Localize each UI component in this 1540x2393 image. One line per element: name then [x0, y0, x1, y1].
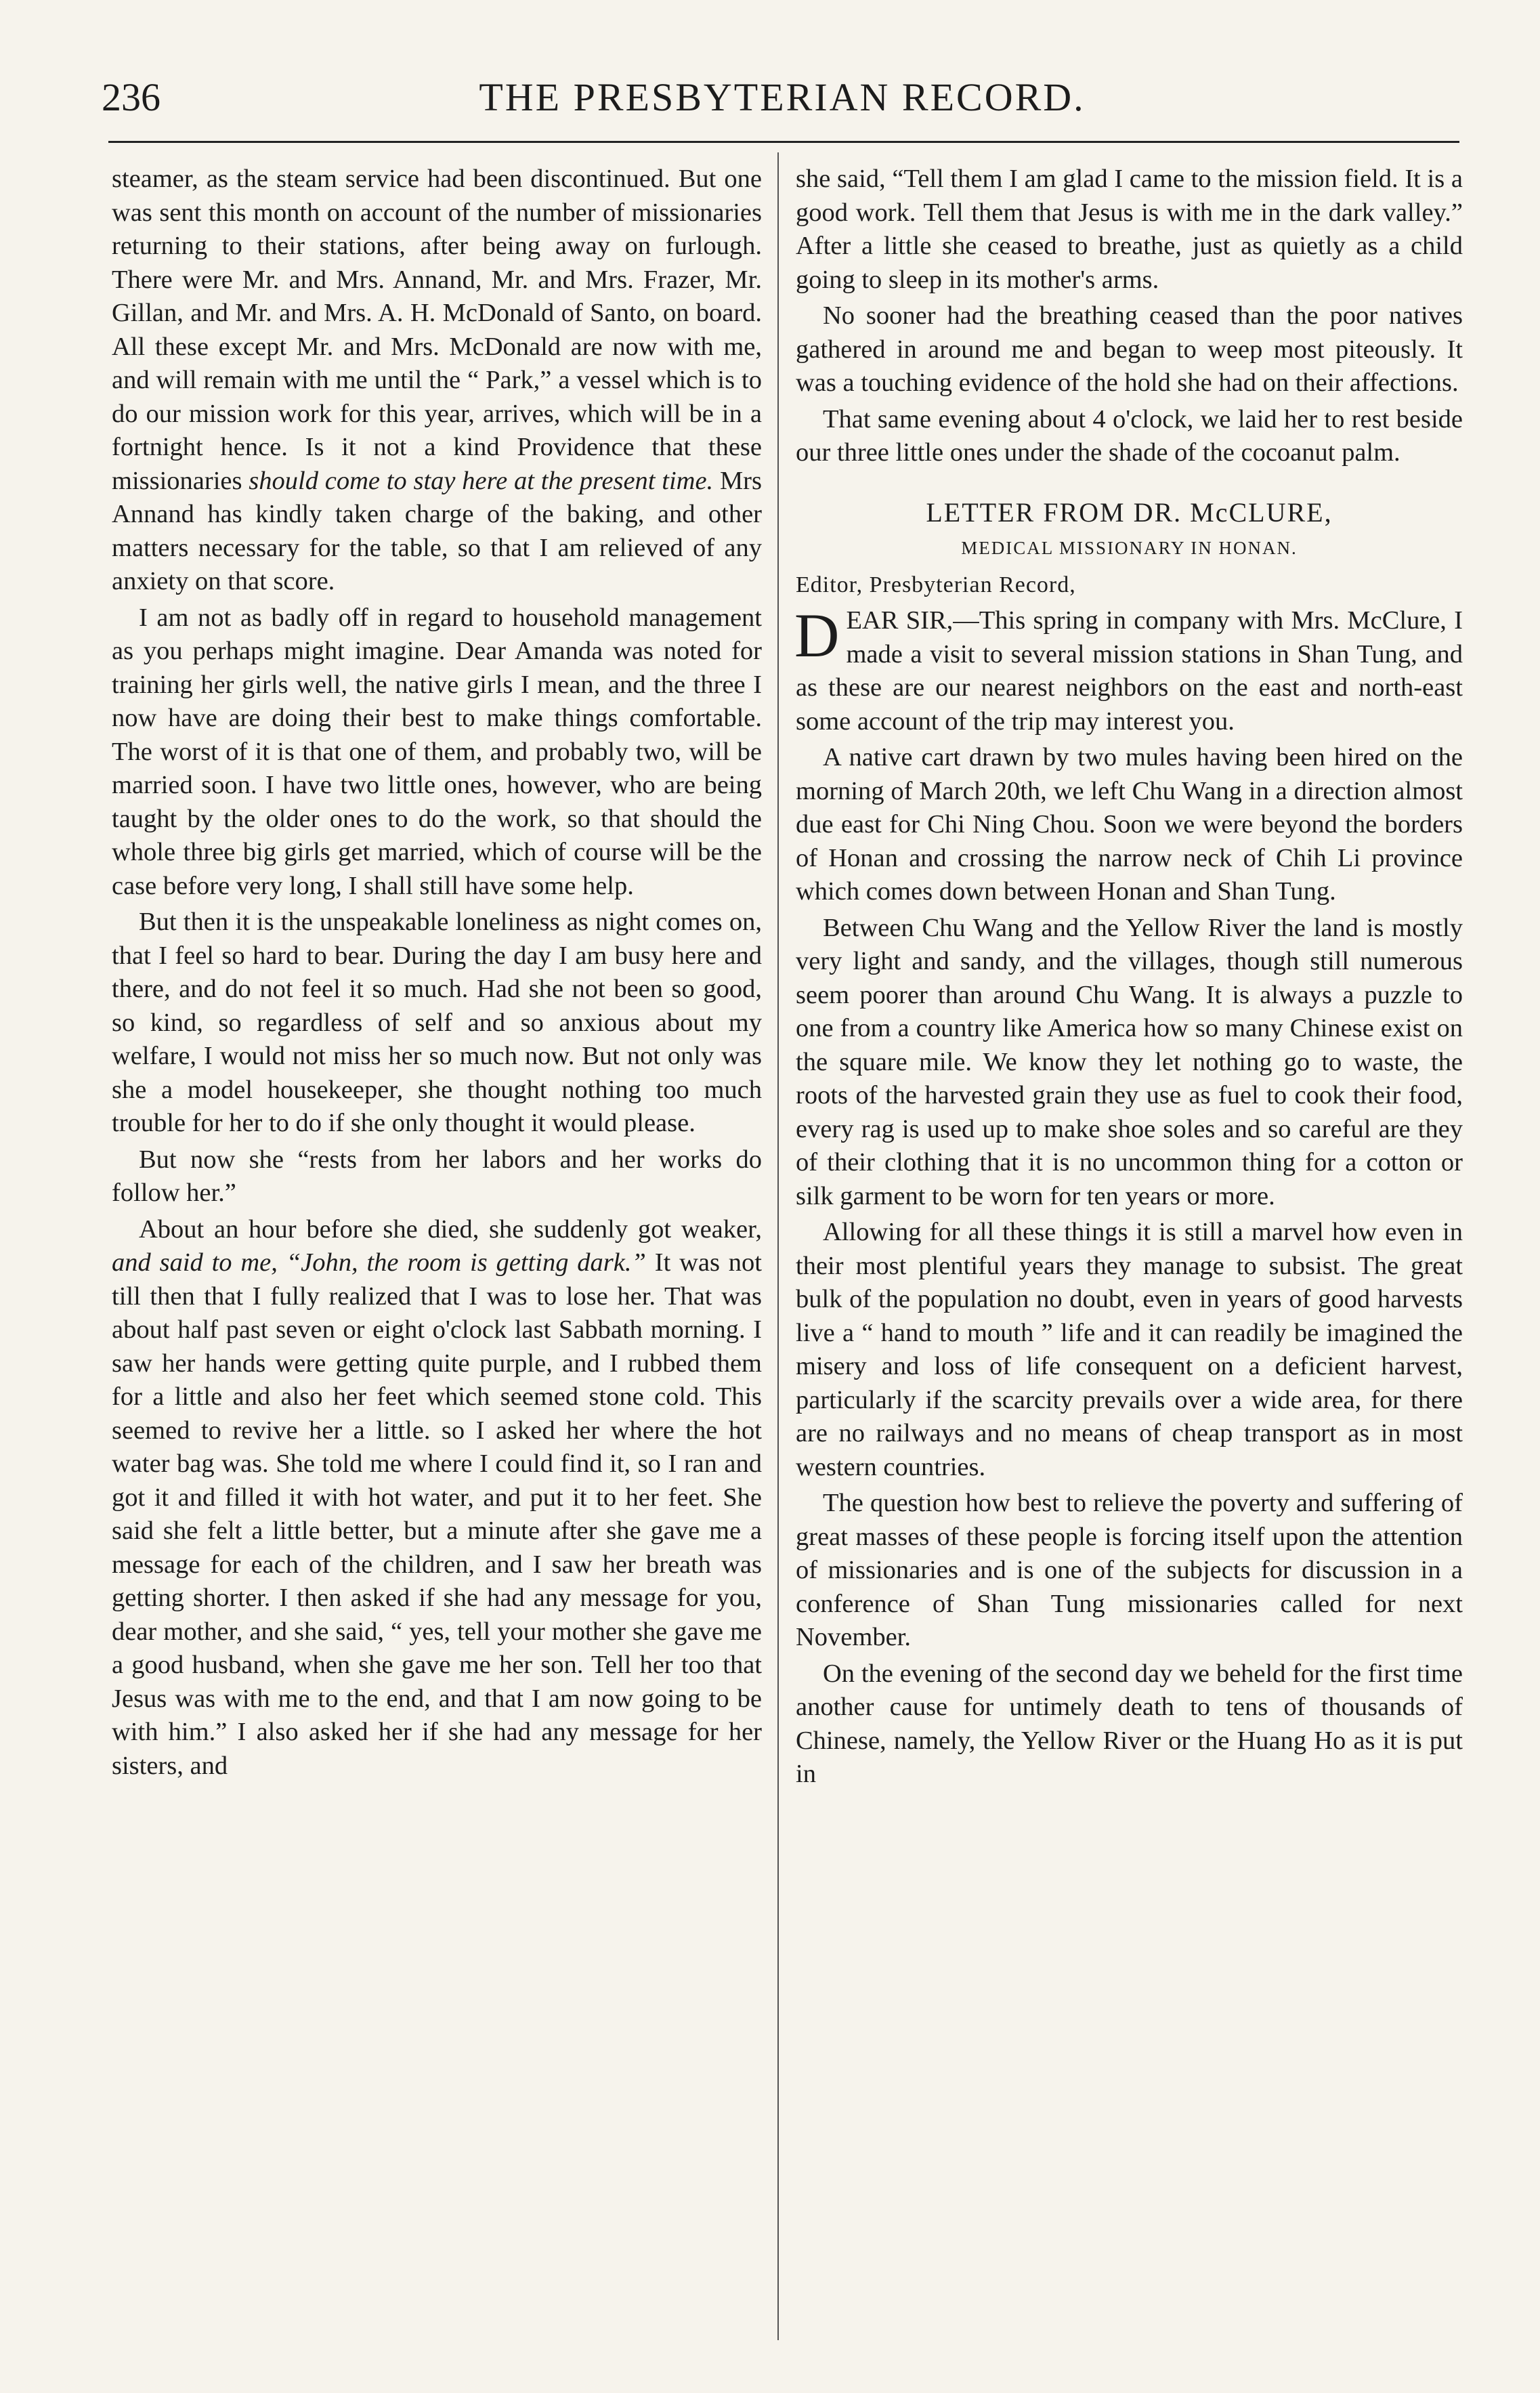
- paragraph: Allowing for all these things it is still a marvel how even in their most plentiful years they manage to subsist. The great bulk of the population no doubt, even in years of good harvests live a “ hand to mouth ” life and it can readily be imagined the misery and loss of life consequent on a deficient harvest, particularly if the scarcity prevails over a wide area, for there are no railways and no means of cheap transport as in most western countries.: [796, 1218, 1463, 1481]
- paragraph: But then it is the unspeakable loneliness as night comes on, that I feel so hard to bear. During the day I am busy here and there, and do not feel it so much. Had she not been so good, so kind, so regardless of self and so anxious about my welfare, I would not miss her so much now. But not only was she a model housekeeper, she thought nothing too much trouble for her to do if she only thought it would please.: [112, 908, 762, 1137]
- left-column: [112, 163, 762, 1785]
- paragraph: But now she “rests from her labors and her works do follow her.”: [112, 1145, 762, 1207]
- text-run: steamer, as the steam service had been discontinued. But one was sent this month on account of the number of missionaries returning to their stations, after being away on furlough. There were Mr. and Mrs. Annand, Mr. and Mrs. Frazer, Mr. Gillan, and Mr. and Mrs. A. H. McDonald of Santo, on board. All these except Mr. and Mrs. McDonald are now with me, and will remain with me until the “ Park,” a vessel which is to do our mission work for this year, arrives, which will be in a fortnight hence. Is it not a kind Providence that these missionaries: [112, 165, 762, 495]
- article-subtitle: MEDICAL MISSIONARY IN HONAN.: [961, 538, 1298, 558]
- paragraph: she said, “Tell them I am glad I came to the mission field. It is a good work. Tell them that Jesus is with me in the dark valley.” After a little she ceased to breathe, just as quietly as a child going to sleep in its mother's arms.: [796, 165, 1463, 294]
- paragraph: [112, 163, 762, 599]
- paragraph: Between Chu Wang and the Yellow River the land is mostly very light and sandy, and the villages, though still numerous seem poorer than around Chu Wang. It is always a puzzle to one from a country like America how so many Chinese exist on the square mile. We know they let nothing go to waste, the roots of the harvested grain they use as fuel to cook their food, every rag is used up to make shoe soles and so careful are they of their clothing that it is no uncommon thing for a cotton or silk garment to be worn for ten years or more.: [796, 913, 1463, 1210]
- text-run: About an hour before she died, she suddenly got weaker,: [139, 1214, 762, 1244]
- page-header: [102, 75, 1463, 129]
- text-run: EAR SIR,—This spring in company with Mrs. McClure, I made a visit to several mission stations in Shan Tung, and as these are our nearest neighbors on the east and north-east some account of the trip may interest you.: [796, 606, 1463, 736]
- italic-text: and said to me, “John, the room is getting dark.”: [112, 1248, 646, 1277]
- paragraph: [794, 601, 1463, 738]
- paragraph: A native cart drawn by two mules having been hired on the morning of March 20th, we left Chu Wang in a direction almost due east for Chi Ning Chou. Soon we were beyond the borders of Honan and crossing the narrow neck of Chih Li province which comes down between Honan and Shan Tung.: [796, 743, 1463, 906]
- publication-title: THE PRESBYTERIAN RECORD.: [479, 75, 1086, 119]
- paragraph: The question how best to relieve the poverty and suffering of great masses of these people is forcing itself upon the attention of missionaries and is one of the subjects for discussion in a conference of Shan Tung missionaries called for next November.: [796, 1489, 1463, 1651]
- page-number: 236: [102, 75, 161, 119]
- paragraph: That same evening about 4 o'clock, we laid her to rest beside our three little ones under the shade of the cocoanut palm.: [796, 404, 1463, 467]
- header-rule: [108, 141, 1459, 143]
- paragraph: On the evening of the second day we beheld for the first time another cause for untimely death to tens of thousands of Chinese, namely, the Yellow River or the Huang Ho as it is put in: [796, 1659, 1463, 1788]
- salutation-editor: Editor, Presbyterian Record,: [796, 572, 1076, 597]
- drop-cap: D: [794, 601, 840, 670]
- paragraph: I am not as badly off in regard to household management as you perhaps might imagine. Dear Amanda was noted for training her girls well, the native girls I mean, and the three I now have are doing their best to make things comfortable. The worst of it is that one of them, and probably two, will be married soon. I have two little ones, however, who are being taught by the older ones to do the work, so that should the whole three big girls get married, which of course will be the case before very long, I shall still have some help.: [112, 603, 762, 900]
- paragraph: [112, 1213, 762, 1783]
- column-divider: [777, 152, 779, 2340]
- text-run: Mrs Annand has kindly taken charge of the baking, and other matters necessary for the table, so that I am relieved of any anxiety on that score.: [112, 466, 762, 595]
- article-title: LETTER FROM DR. McCLURE,: [926, 496, 1333, 528]
- right-column: [796, 163, 1463, 1794]
- paragraph: No sooner had the breathing ceased than the poor natives gathered in around me and began to weep most piteously. It was a touching evidence of the hold she had on their affections.: [796, 301, 1463, 397]
- text-run: It was not till then that I fully realized that I was to lose her. That was about half past seven or eight o'clock last Sabbath morning. I saw her hands were getting quite purple, and I rubbed them for a little and also her feet which seemed stone cold. This seemed to revive her a little. so I asked her where the hot water bag was. She told me where I could find it, so I ran and got it and filled it with hot water, and put it to her feet. She said she felt a little better, but a minute after she gave me a message for each of the children, and I saw her breath was getting shorter. I then asked if she had any message for you, dear mother, and she said, “ yes, tell your mother she gave me a good husband, when she gave me her son. Tell her too that Jesus was with me to the end, and that I am now going to be with him.” I also asked her if she had any message for her sisters, and: [112, 1248, 763, 1780]
- italic-text: should come to stay here at the present time.: [249, 466, 714, 495]
